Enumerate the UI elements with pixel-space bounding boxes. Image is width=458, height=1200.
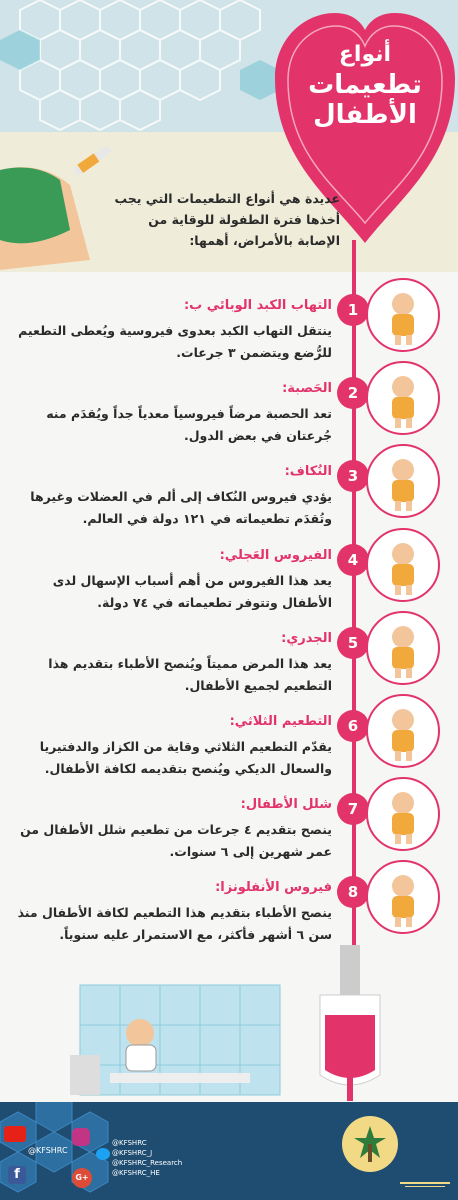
vaccine-illustration	[366, 694, 440, 768]
step-number-badge: 5	[337, 627, 369, 659]
vaccine-heading: النُكاف:	[284, 464, 332, 480]
vaccine-illustration	[366, 444, 440, 518]
child-illustration-icon	[368, 862, 438, 932]
vaccine-description: يعد هذا المرض مميتاً ويُنصح الأطباء بتقديم هذا التطعيم لجميع الأطفال.	[48, 655, 332, 693]
twitter-handle-2[interactable]: @KFSHRC_J	[112, 1149, 153, 1157]
title-line-3: الأطفال	[313, 100, 417, 130]
vaccine-heading: التطعيم الثلاثي:	[229, 714, 332, 729]
step-number-badge: 2	[337, 377, 369, 409]
facebook-icon[interactable]: f	[8, 1166, 26, 1184]
twitter-handle-1[interactable]: @KFSHRC	[112, 1139, 147, 1147]
twitter-icon[interactable]	[96, 1148, 110, 1160]
footer	[0, 1102, 458, 1200]
hospital-name-lettering	[400, 1179, 450, 1189]
vaccine-heading: الفيروس العَجلي:	[219, 547, 332, 563]
child-illustration-icon	[368, 446, 438, 516]
intro-text: عديدة هي أنواع التطعيمات التي يجب أخذها فترة الطفولة للوقاية من الإصابة بالأمراض، أهمها:	[114, 191, 340, 248]
child-illustration-icon	[368, 696, 438, 766]
twitter-handle-4[interactable]: @KFSHRC_HE	[112, 1169, 160, 1177]
child-illustration-icon	[368, 613, 438, 683]
vaccine-description: يؤدي فيروس النُكاف إلى ألم في العضلات وغيرها وتُقدَم تطعيماته في ١٢١ دولة في العالم.	[30, 489, 332, 527]
vaccine-illustration	[366, 528, 440, 602]
step-number-badge: 3	[337, 460, 369, 492]
vaccine-heading: الحَصبة:	[282, 381, 332, 397]
vaccine-heading: شلل الأطفال:	[240, 797, 332, 813]
vaccine-description: يقدّم التطعيم الثلاثي وقاية من الكزاز والدفتيريا والسعال الديكي ويُنصح بتقديمه لكافة الأطفال.	[39, 739, 332, 776]
instagram-icon[interactable]	[72, 1128, 90, 1146]
twitter-handles	[112, 1138, 182, 1178]
main-handle[interactable]: @KFSHRC	[28, 1146, 68, 1155]
page-title	[290, 40, 440, 130]
vaccine-heading: التهاب الكبد الوبائي ب:	[183, 298, 332, 313]
vaccine-heading: الجدري:	[281, 630, 332, 646]
vaccine-illustration	[366, 777, 440, 851]
palm-logo-icon	[340, 1114, 400, 1174]
title-line-1: أنواع	[338, 42, 392, 67]
vaccine-description: تعد الحصبة مرضاً فيروسياً معدياً جداً ويُقدَم منه جُرعتان في بعض الدول.	[46, 406, 332, 444]
vaccine-illustration	[366, 860, 440, 934]
step-number-badge: 1	[337, 294, 369, 326]
step-number-badge: 7	[337, 793, 369, 825]
step-number-badge: 6	[337, 710, 369, 742]
youtube-icon[interactable]	[4, 1126, 26, 1142]
child-illustration-icon	[368, 530, 438, 600]
hospital-logo	[340, 1114, 400, 1174]
vaccine-illustration	[366, 278, 440, 352]
vaccine-illustration	[366, 611, 440, 685]
timeline-line	[352, 240, 356, 980]
child-illustration-icon	[368, 280, 438, 350]
step-number-badge: 8	[337, 876, 369, 908]
vaccine-heading: فيروس الأنفلونزا:	[215, 880, 332, 896]
hospital-name-mark	[400, 1174, 450, 1184]
vaccine-description: يعد هذا الفيروس من أهم أسباب الإسهال لدى الأطفال وتتوفر تطعيماته في ٧٤ دولة.	[52, 572, 332, 610]
step-number-badge: 4	[337, 544, 369, 576]
title-line-2: تطعيمات	[308, 70, 422, 100]
clinic-scene-illustration	[60, 945, 458, 1105]
googleplus-icon[interactable]: G+	[72, 1168, 92, 1188]
vaccine-description: ينتقل التهاب الكبد بعدوى فيروسية ويُعطى التطعيم للرُّضع ويتضمن ٣ جرعات.	[18, 323, 332, 360]
child-illustration-icon	[368, 363, 438, 433]
vaccine-illustration	[366, 361, 440, 435]
child-illustration-icon	[368, 779, 438, 849]
twitter-handle-3[interactable]: @KFSHRC_Research	[112, 1159, 183, 1167]
vaccine-description: ينصح الأطباء بتقديم هذا التطعيم لكافة الأطفال منذ سن ٦ أشهر فأكثر، مع الاستمرار عليه سنوياً.	[17, 905, 332, 943]
vaccine-description: ينصح بتقديم ٤ جرعات من تطعيم شلل الأطفال من عمر شهرين إلى ٦ سنوات.	[20, 822, 332, 860]
